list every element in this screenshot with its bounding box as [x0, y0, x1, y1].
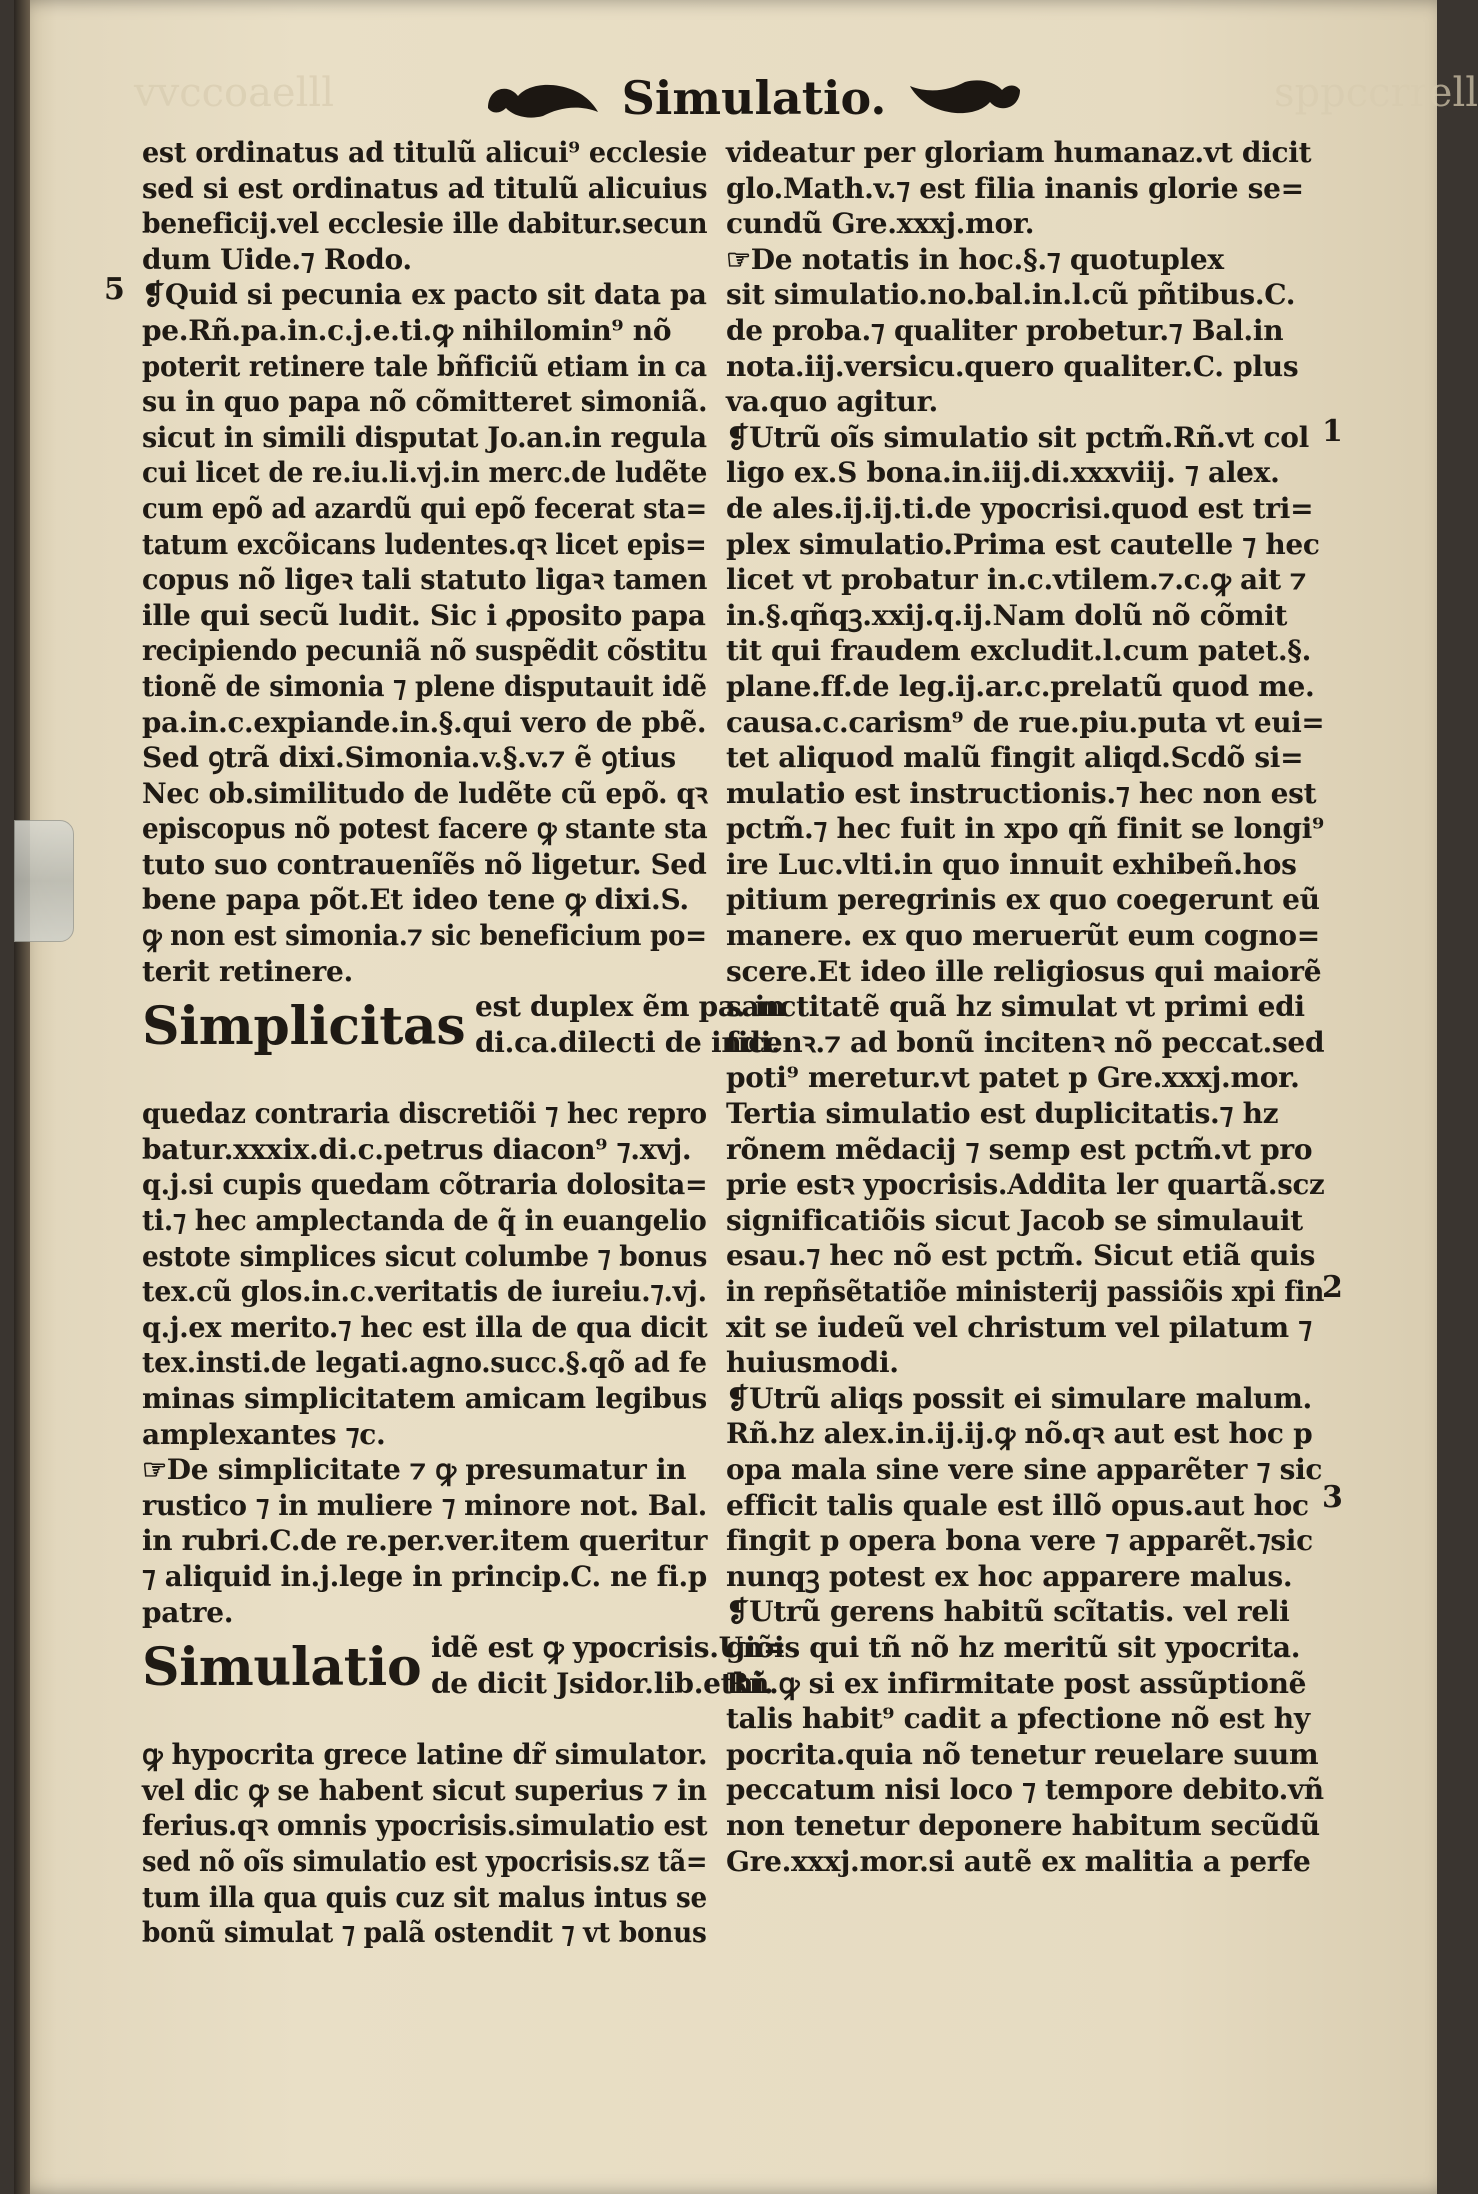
text-line: sed nõ oĩs simulatio est ypocrisis.sz tã=	[142, 1844, 708, 1878]
text-line: tet aliquod malũ fingit aliqd.Scdõ si=	[726, 741, 1304, 775]
text-line: ti.⁊ hec amplectanda de q̃ in euangelio	[142, 1204, 707, 1238]
text-line: pa.in.c.expiande.in.§.qui vero de pbẽ.	[142, 705, 707, 739]
text-line: pe.Rñ.pa.in.c.j.e.ti.ꝙ nihilomin⁹ nõ	[142, 313, 672, 347]
text-line: pocrita.quia nõ tenetur reuelare suum	[726, 1737, 1319, 1771]
text-line: q.j.si cupis quedam cõtraria dolosita=	[142, 1168, 708, 1202]
text-line: sicut in simili disputat Jo.an.in regula	[142, 420, 707, 454]
text-line: poterit retinere tale bñficiũ etiam in ca	[142, 349, 707, 383]
text-line: de dicit Jsidor.lib.ethi.	[431, 1666, 774, 1700]
right-text-column	[726, 135, 1324, 1879]
show-through-text-left: vvccoaelll	[134, 70, 334, 116]
text-line: ❡Utrũ aliqs possit ei simulare malum.	[726, 1381, 1312, 1415]
text-line: ferius.qꝛ omnis ypocrisis.simulatio est	[142, 1809, 708, 1843]
text-line: va.quo agitur.	[726, 385, 938, 419]
text-line: opa mala sine vere sine apparẽter ⁊ sic	[726, 1452, 1323, 1486]
text-line: estote simplices sicut columbe ⁊ bonus	[142, 1239, 708, 1273]
text-line: su in quo papa nõ cõmitteret simoniã.	[142, 385, 708, 419]
margin-number-3: 3	[1322, 1480, 1343, 1515]
text-line: sed si est ordinatus ad titulũ alicuius	[142, 171, 708, 205]
text-line: plex simulatio.Prima est cautelle ⁊ hec	[726, 527, 1320, 561]
text-line: videatur per gloriam humanaz.vt dicit	[726, 136, 1312, 169]
text-line: tuto suo contrauenĩẽs nõ ligetur. Sed	[142, 847, 707, 881]
text-line: efficit talis quale est illõ opus.aut hoc	[726, 1488, 1309, 1522]
text-line: ꝙ non est simonia.⁊ sic beneficium po=	[142, 919, 707, 953]
text-line: Nec ob.similitudo de ludẽte cũ epõ. qꝛ	[142, 776, 708, 810]
text-line: ire Luc.vlti.in quo innuit exhibeñ.hos	[726, 847, 1297, 881]
plastic-page-clip	[14, 820, 74, 942]
text-line: ☞De simplicitate ⁊ ꝙ presumatur in	[142, 1453, 687, 1487]
page-gutter-shadow	[14, 0, 30, 2194]
text-line: ❡Quid si pecunia ex pacto sit data pa	[142, 278, 707, 312]
text-line: idẽ est ꝙ ypocrisis.Un=	[431, 1631, 787, 1665]
text-line: rõnem mẽdacij ⁊ semp est pctm̃.vt pro	[726, 1132, 1313, 1166]
text-line: tatum excõicans ludentes.qꝛ licet epis=	[142, 527, 707, 561]
text-line: cum epõ ad azardũ qui epõ fecerat sta=	[142, 491, 707, 525]
text-line: causa.c.carism⁹ de rue.piu.puta vt eui=	[726, 705, 1325, 739]
text-line: Sed ꝯtrã dixi.Simonia.v.§.v.⁊ ẽ ꝯtius	[142, 741, 676, 775]
left-ornament-icon	[478, 68, 608, 128]
text-line: amplexantes ⁊c.	[142, 1417, 386, 1451]
text-line: ꝙ hypocrita grece latine dr̃ simulator.	[142, 1738, 708, 1772]
text-line: ⁊ aliquid in.j.lege in princip.C. ne fi.p	[142, 1559, 707, 1593]
text-line: ficenꝛ.⁊ ad bonũ incitenꝛ nõ peccat.sed	[726, 1025, 1325, 1059]
text-line: tum illa qua quis cuz sit malus intus se	[142, 1880, 707, 1914]
text-line: prie estꝛ ypocrisis.Addita ler quartã.scz	[726, 1168, 1325, 1202]
text-line: mulatio est instructionis.⁊ hec non est	[726, 776, 1317, 810]
simplicitas-headword: Simplicitas	[142, 996, 466, 1058]
text-line: giõis qui tñ nõ hz meritũ sit ypocrita.	[726, 1630, 1301, 1664]
text-line: tex.cũ glos.in.c.veritatis de iureiu.⁊.vj.	[142, 1275, 707, 1309]
text-line: talis habit⁹ cadit a pfectione nõ est hy	[726, 1702, 1310, 1736]
text-line: poti⁹ meretur.vt patet p Gre.xxxj.mor.	[726, 1061, 1300, 1095]
simulatio-entry-heading	[142, 1630, 787, 1737]
text-line: cundũ Gre.xxxj.mor.	[726, 207, 1035, 241]
text-line: ligo ex.S bona.in.iij.di.xxxviij. ⁊ alex.	[726, 456, 1280, 490]
margin-number-1: 1	[1322, 414, 1343, 449]
text-line: Rñ.hz alex.in.ij.ij.ꝙ nõ.qꝛ aut est hoc p	[726, 1417, 1313, 1451]
text-line: bonũ simulat ⁊ palã ostendit ⁊ vt bonus	[142, 1916, 707, 1950]
running-head	[474, 58, 1034, 138]
text-line: huiusmodi.	[726, 1346, 899, 1380]
right-ornament-icon	[900, 68, 1030, 128]
text-line: pitium peregrinis ex quo coegerunt eũ	[726, 883, 1320, 917]
text-line: batur.xxxix.di.c.petrus diacon⁹ ⁊.xvj.	[142, 1132, 692, 1166]
text-line: non tenetur deponere habitum secũdũ	[726, 1808, 1320, 1842]
text-line: in rubri.C.de re.per.ver.item queritur	[142, 1524, 708, 1558]
book-page	[14, 0, 1478, 2194]
text-line: ille qui secũ ludit. Sic i ꝓposito papa	[142, 598, 706, 632]
text-line: significatiõis sicut Jacob se simulauit	[726, 1203, 1303, 1237]
text-line: de proba.⁊ qualiter probetur.⁊ Bal.in	[726, 313, 1284, 347]
text-line: manere. ex quo meruerũt eum cogno=	[726, 919, 1320, 953]
text-line: ❡Utrũ oĩs simulatio sit pctm̃.Rñ.vt col	[726, 420, 1309, 454]
text-line: scere.Et ideo ille religiosus qui maiorẽ	[726, 954, 1322, 988]
text-line: esau.⁊ hec nõ est pctm̃. Sicut etiã quis	[726, 1239, 1316, 1273]
text-line: nunqꝫ potest ex hoc apparere malus.	[726, 1559, 1293, 1593]
margin-number-2: 2	[1322, 1270, 1343, 1305]
text-line: terit retinere.	[142, 954, 353, 988]
running-head-title: Simulatio.	[621, 71, 887, 125]
text-line: in.§.qñqꝫ.xxij.q.ij.Nam dolũ nõ cõmit	[726, 598, 1288, 632]
text-line: tionẽ de simonia ⁊ plene disputauit idẽ	[142, 669, 707, 703]
text-line: glo.Math.v.⁊ est filia inanis glorie se=	[726, 171, 1304, 205]
simulatio-headword: Simulatio	[142, 1637, 422, 1699]
show-through-text-right: sppccrrell	[1274, 70, 1478, 116]
text-line: Tertia simulatio est duplicitatis.⁊ hz	[726, 1097, 1279, 1131]
margin-number-5: 5	[104, 272, 125, 307]
text-line: quedaz contraria discretiõi ⁊ hec repro	[142, 1097, 707, 1131]
text-line: episcopus nõ potest facere ꝙ stante sta	[142, 812, 708, 846]
text-line: nota.iij.versicu.quero qualiter.C. plus	[726, 349, 1299, 383]
text-line: di.ca.dilecti de indi.	[475, 1025, 781, 1059]
text-line: peccatum nisi loco ⁊ tempore debito.vñ	[726, 1773, 1324, 1807]
text-line: xit se iudeũ vel christum vel pilatum ⁊	[726, 1310, 1312, 1344]
text-line: plane.ff.de leg.ij.ar.c.prelatũ quod me.	[726, 669, 1315, 703]
text-line: copus nõ ligeꝛ tali statuto ligaꝛ tamen	[142, 563, 708, 597]
text-line: in repñsẽtatiõe ministerij passiõis xpi fin	[726, 1275, 1325, 1308]
text-line: beneficij.vel ecclesie ille dabitur.secun	[142, 207, 708, 241]
text-line: sanctitatẽ quã hz simulat vt primi edi	[726, 990, 1305, 1024]
left-text-column	[142, 135, 787, 1951]
text-line: Gre.xxxj.mor.si autẽ ex malitia a perfe	[726, 1844, 1311, 1878]
text-line: q.j.ex merito.⁊ hec est illa de qua dicit	[142, 1310, 708, 1344]
text-line: ☞De notatis in hoc.§.⁊ quotuplex	[726, 242, 1224, 276]
text-line: Rñ.ꝙ si ex infirmitate post assũptionẽ	[726, 1666, 1307, 1700]
text-line: sit simulatio.no.bal.in.l.cũ pñtibus.C.	[726, 278, 1296, 312]
text-line: est duplex ẽm pa. in	[475, 990, 786, 1024]
text-line: minas simplicitatem amicam legibus	[142, 1382, 707, 1415]
text-line: ❡Utrũ gerens habitũ scĩtatis. vel reli	[726, 1595, 1290, 1629]
text-line: tex.insti.de legati.agno.succ.§.qõ ad fe	[142, 1346, 707, 1380]
text-line: patre.	[142, 1595, 234, 1629]
text-line: est ordinatus ad titulũ alicui⁹ ecclesie	[142, 136, 708, 169]
text-line: licet vt probatur in.c.vtilem.⁊.c.ꝙ ait ⁊	[726, 563, 1307, 597]
text-line: vel dic ꝙ se habent sicut superius ⁊ in	[142, 1773, 707, 1807]
text-line: de ales.ij.ij.ti.de ypocrisi.quod est tri=	[726, 491, 1314, 525]
text-line: recipiendo pecuniã nõ suspẽdit cõstitu	[142, 634, 708, 668]
text-line: tit qui fraudem excludit.l.cum patet.§.	[726, 634, 1312, 668]
simplicitas-entry-heading	[142, 989, 786, 1096]
text-line: cui licet de re.iu.li.vj.in merc.de ludẽte	[142, 456, 708, 490]
text-line: dum Uide.⁊ Rodo.	[142, 242, 412, 276]
text-line: bene papa põt.Et ideo tene ꝙ dixi.S.	[142, 883, 689, 917]
text-line: rustico ⁊ in muliere ⁊ minore not. Bal.	[142, 1488, 707, 1522]
text-line: pctm̃.⁊ hec fuit in xpo qñ finit se longi⁹	[726, 812, 1324, 846]
text-line: fingit p opera bona vere ⁊ apparẽt.⁊sic	[726, 1524, 1313, 1558]
